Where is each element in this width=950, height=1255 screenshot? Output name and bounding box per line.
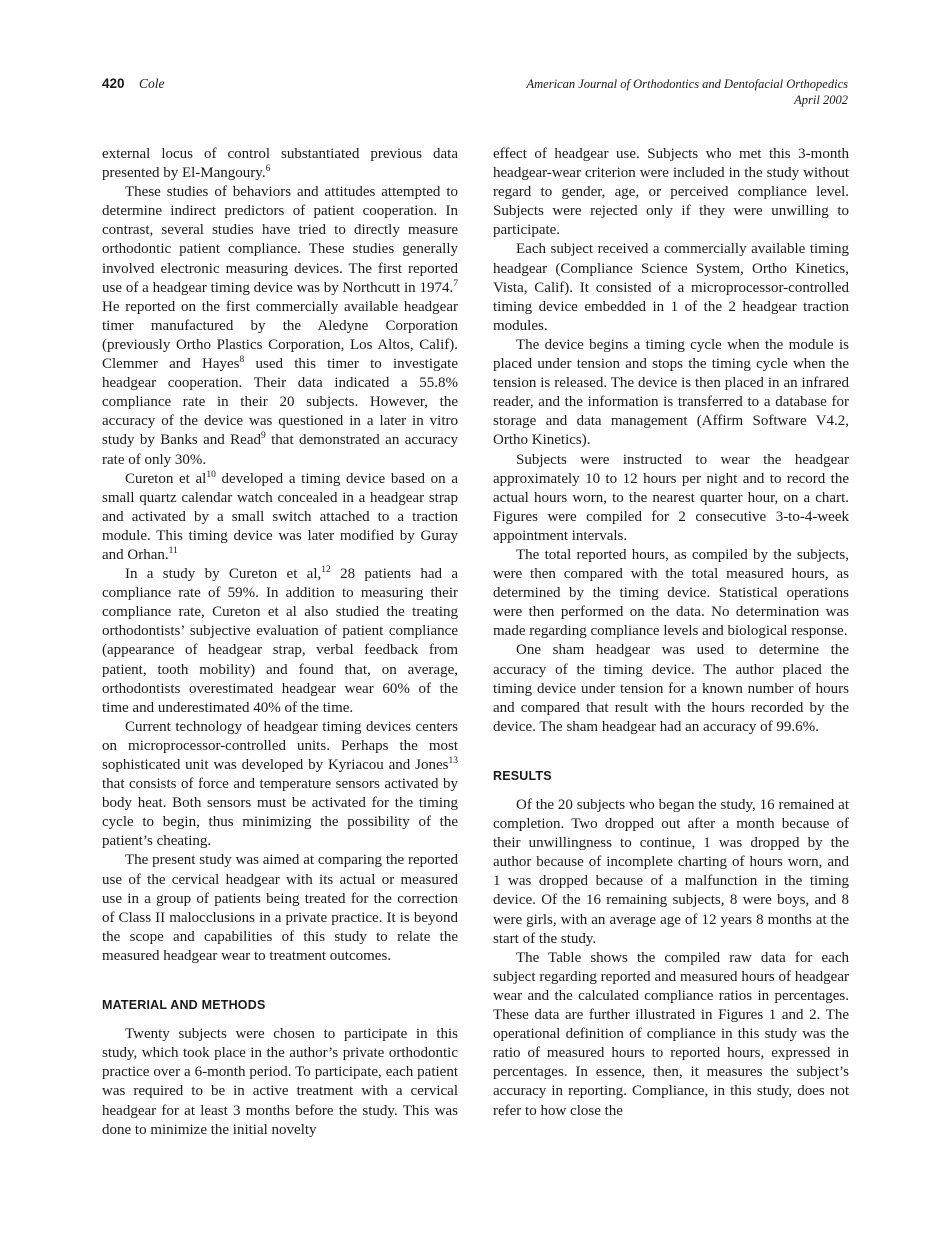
citation-ref: 7 [453, 278, 458, 289]
section-heading: RESULTS [493, 768, 552, 783]
paragraph: One sham headgear was used to determine the accuracy of the timing device. The author placed the timing device under tension for a known number of hours and compared that result with the hours recorded by the device. The sham headgear had an accuracy of 99.6%. [493, 642, 849, 735]
paragraph: These studies of behaviors and attitudes attempted to determine indirect predictors of patient cooperation. In contrast, several studies have tried to directly measure orthodontic patient compliance. These studies generally involved electronic measuring devices. The first reported use of a headgear timing device was by Northcutt in 1974.$^7$ He reported on the first commercially available headgear timer manufactured by the Aledyne Corporation (previously Ortho Plastics Corporation, Los Altos, Calif). Clemmer and Hayes$^8$ used this timer to investigate headgear cooperation. Their data indicated a 55.8% compliance rate in their 20 subjects. However, the accuracy of the device was questioned in a later in vitro study by Banks and Read$^9$ that demonstrated an accuracy rate of only 30%. [102, 184, 458, 468]
paragraph: The Table shows the compiled raw data for each subject regarding reported and measured hours of headgear wear and the calculated compliance ratios in percentages. These data are further illustrated in Figures 1 and 2. The operational definition of compliance in this study was the ratio of measured hours to reported hours, expressed in percentages. In essence, then, it measures the subject’s accuracy in reporting. Compliance, in this study, does not refer to how close the [493, 949, 849, 1119]
citation-ref: 10 [206, 469, 216, 480]
citation-ref: 12 [321, 565, 331, 576]
paragraph: Twenty subjects were chosen to participate in this study, which took place in the author’s private orthodontic practice over a 6-month period. To participate, each patient was required to be in active treatment with a cervical headgear for at least 3 months before the study. This was done to minimize the initial novelty [102, 1026, 458, 1138]
paragraph: The device begins a timing cycle when the module is placed under tension and stops the timing cycle when the tension is released. The device is then placed in an infrared reader, and the information is transferred to a database for storage and data management (Affirm Software V4.2, Ortho Kinetics). [493, 336, 849, 449]
paragraph: Current technology of headgear timing devices centers on microprocessor-controlled units. Perhaps the most sophisticated unit was developed by Kyriacou and Jones$^{13}$ that consists of force and temperature sensors activated by body heat. Both sensors must be activated for the timing cycle to begin, thus minimizing the possibility of the patient’s cheating. [102, 718, 458, 850]
right-column [493, 145, 849, 1121]
citation-ref: 8 [239, 355, 245, 366]
section-heading: MATERIAL AND METHODS [102, 998, 266, 1013]
issue-date: April 2002 [794, 93, 848, 107]
citation-ref: 6 [265, 164, 271, 175]
paragraph: The present study was aimed at comparing the reported use of the cervical headgear with its actual or measured use in a group of patients being treated for the correction of Class II malocclusions in a private practice. It is beyond the scope and capabilities of this study to relate the measured headgear wear to treatment outcomes. [102, 852, 458, 964]
paragraph: Subjects were instructed to wear the headgear approximately 10 to 12 hours per night and to record the actual hours worn, to the nearest quarter hour, on a chart. Figures were compiled for 2 consecutive 3-to-4-week appointment intervals. [493, 451, 849, 544]
journal-info [527, 76, 849, 108]
running-header [102, 76, 848, 116]
paragraph: Of the 20 subjects who began the study, 16 remained at completion. Two dropped out after a month because of their unwillingness to continue, 1 was dropped by the author because of incomplete charting of hours worn, and 1 was dropped because of a malfunction in the timing device. Of the 16 remaining subjects, 8 were boys, and 8 were girls, with an average age of 12 years 8 months at the start of the study. [493, 797, 849, 947]
paragraph: Cureton et $al^{10}$ developed a timing device based on a small quartz calendar watch concealed in a headgear strap and activated by a small switch attached to a traction module. This timing device was later modified by Guray and Orhan.$^{11}$ [102, 469, 459, 563]
page-number: 420 [102, 76, 125, 91]
left-column [102, 145, 458, 1140]
citation-ref: 11 [168, 545, 178, 556]
running-author: Cole [139, 76, 165, 91]
paragraph: The total reported hours, as compiled by the subjects, were then compared with the total measured hours, as determined by the timing device. Statistical operations were then performed on the data. No determination was made regarding compliance levels and biological response. [493, 546, 849, 640]
paragraph: effect of headgear use. Subjects who met this 3-month headgear-wear criterion were included in the study without regard to gender, age, or perceived compliance level. Subjects were rejected only if they were unwilling to participate. [493, 146, 849, 239]
journal-title: American Journal of Orthodontics and Dentofacial Orthopedics [526, 77, 848, 91]
citation-ref: 9 [261, 431, 266, 442]
paragraph: Each subject received a commercially available timing headgear (Compliance Science System, Ortho Kinetics, Vista, Calif). It consisted of a microprocessor-controlled timing device embedded in 1 of the 2 headgear traction modules. [493, 241, 849, 334]
paragraph: In a study by Cureton et al,$^{12}$ 28 patients had a compliance rate of 59%. In addition to measuring their compliance rate, Cureton et al also studied the treating orthodontists’ subjective evaluation of patient compliance (appearance of headgear strap, verbal feedback from patient, tooth mobility) and found that, on average, orthodontists overestimated headgear wear 60% of the time and underestimated 40% of the time. [102, 565, 458, 716]
paragraph: external locus of control substantiated previous data presented by El-Mangoury.$^6$ [102, 146, 458, 182]
citation-ref: 13 [448, 756, 458, 766]
